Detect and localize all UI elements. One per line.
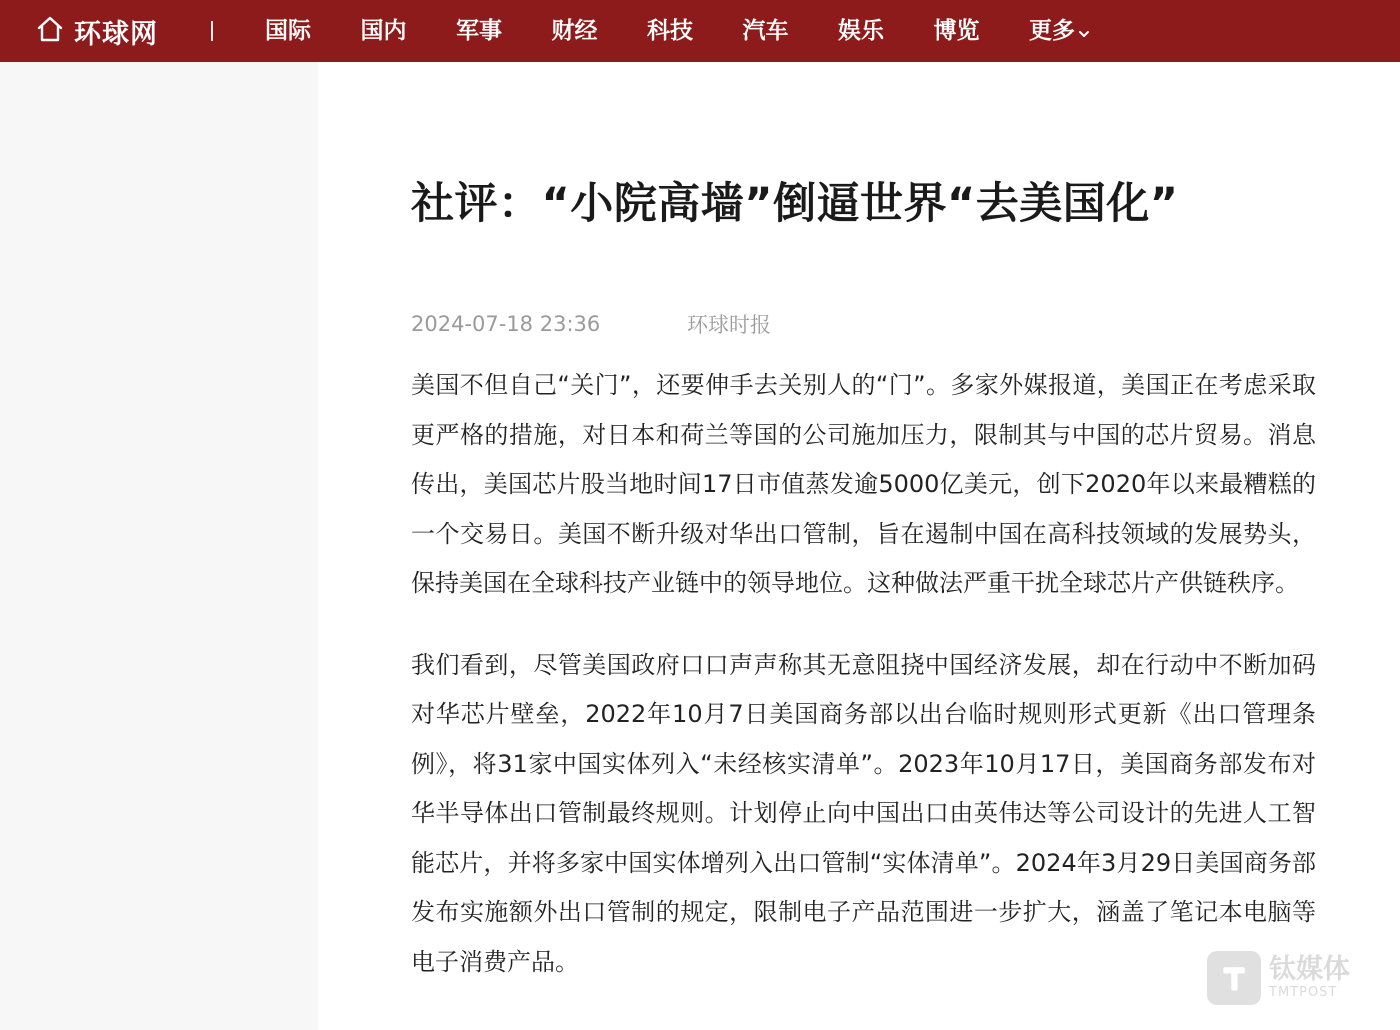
publish-date: 2024-07-18 23:36 bbox=[411, 312, 601, 336]
article bbox=[411, 62, 1316, 987]
nav-item-expo[interactable]: 博览 bbox=[933, 18, 980, 44]
article-source[interactable]: 环球时报 bbox=[687, 313, 771, 337]
left-sidebar bbox=[0, 62, 318, 1030]
watermark-name-en: TMTPOST bbox=[1269, 985, 1338, 1000]
article-paragraph: 我们看到，尽管美国政府口口声声称其无意阻挠中国经济发展，却在行动中不断加码对华芯片壁垒，2022年10月7日美国商务部以出台临时规则形式更新《出口管理条例》，将31家中国实体列入“未经核实清单”。2023年10月17日，美国商务部发布对华半导体出口管制最终规则。计划停止向中国出口由英伟达等公司设计的先进人工智能芯片，并将多家中国实体增列入出口管制“实体清单”。2024年3月29日美国商务部发布实施额外出口管制的规定，限制电子产品范围进一步扩大，涵盖了笔记本电脑等电子消费产品。 bbox=[411, 650, 1316, 976]
watermark-name: 钛媒体 bbox=[1269, 954, 1350, 985]
article-title: 社评：“小院高墙”倒逼世界“去美国化” bbox=[411, 179, 1179, 229]
nav-item-technology[interactable]: 科技 bbox=[647, 18, 693, 44]
watermark-text bbox=[1269, 955, 1350, 1001]
top-navigation-bar bbox=[0, 0, 1400, 62]
home-icon bbox=[36, 15, 64, 47]
nav-item-international[interactable]: 国际 bbox=[265, 18, 311, 44]
nav-item-domestic[interactable]: 国内 bbox=[360, 18, 407, 44]
article-meta bbox=[411, 309, 1316, 339]
nav-item-military[interactable]: 军事 bbox=[456, 18, 502, 44]
nav-item-auto[interactable]: 汽车 bbox=[742, 18, 789, 44]
site-logo[interactable] bbox=[36, 0, 158, 62]
article-body bbox=[411, 361, 1316, 987]
tmtpost-logo-icon bbox=[1207, 951, 1261, 1005]
nav-divider bbox=[211, 21, 213, 41]
nav-more-label: 更多 bbox=[1029, 18, 1075, 44]
site-logo-text: 环球网 bbox=[74, 18, 158, 50]
nav-more-menu[interactable] bbox=[1029, 0, 1125, 62]
nav-item-entertainment[interactable]: 娱乐 bbox=[838, 18, 884, 44]
article-paragraph: 美国不但自己“关门”，还要伸手去关别人的“门”。多家外媒报道，美国正在考虑采取更严格的措施，对日本和荷兰等国的公司施加压力，限制其与中国的芯片贸易。消息传出，美国芯片股当地时间17日市值蒸发逾5000亿美元，创下2020年以来最糟糕的一个交易日。美国不断升级对华出口管制，旨在遏制中国在高科技领域的发展势头，保持美国在全球科技产业链中的领导地位。这种做法严重干扰全球芯片产供链秩序。 bbox=[411, 371, 1316, 597]
nav-item-finance[interactable]: 财经 bbox=[551, 18, 598, 44]
chevron-down-icon bbox=[1075, 0, 1090, 62]
tmtpost-watermark bbox=[1207, 950, 1350, 1006]
main-nav bbox=[265, 0, 1125, 62]
